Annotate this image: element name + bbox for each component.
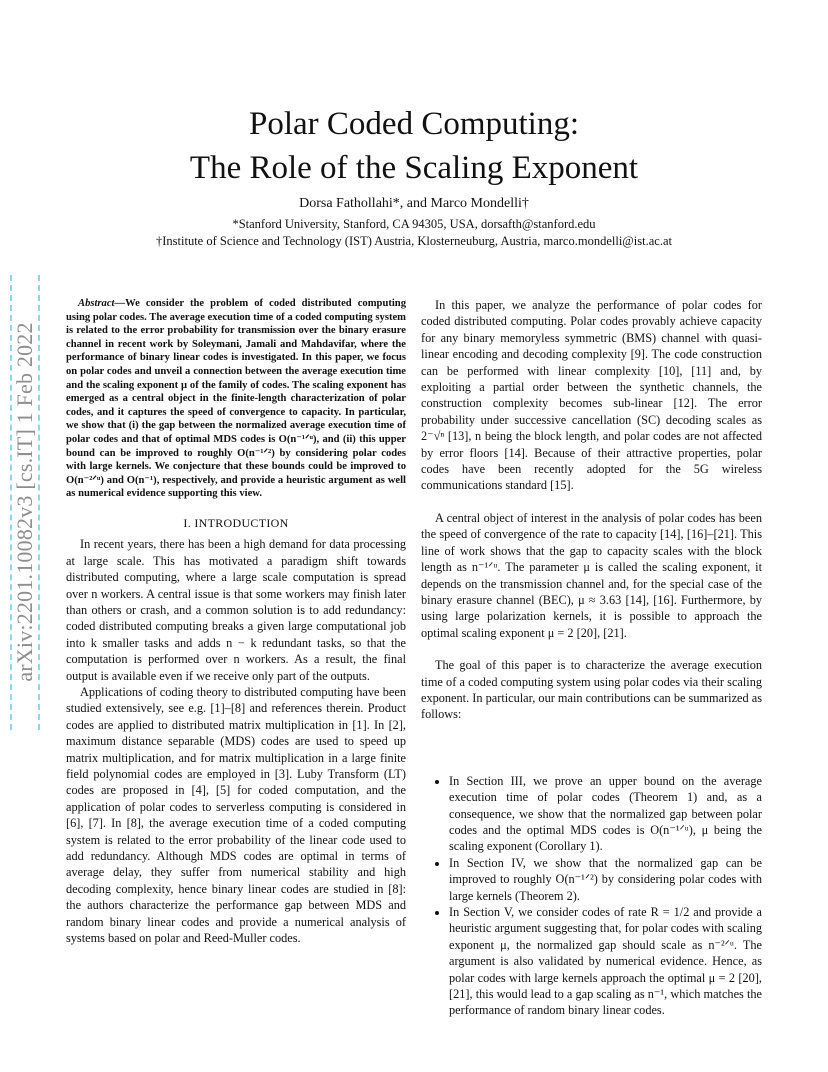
list-item: • In Section III, we prove an upper bound on the average execution time of polar codes (Theorem 1) and, as a consequence, we show that the normalized gap between polar codes and the optimal MDS codes is O(n⁻¹ᐟᵘ), μ being the scaling exponent (Corollary 1). [449,773,762,855]
list-item: • In Section IV, we show that the normalized gap can be improved to roughly O(n⁻¹ᐟ²) by considering polar codes with large kernels (Theorem 2). [449,855,762,904]
affiliation-stanford: *Stanford University, Stanford, CA 94305, USA, dorsafth@stanford.edu [232,217,596,231]
paper-title [0,102,828,190]
authors: Dorsa Fathollahi*, and Marco Mondelli† [299,196,529,211]
right-column [421,297,762,1019]
contributions-list [421,773,762,1019]
abstract-lead: Abstract [78,298,115,309]
section-heading-introduction: I. INTRODUCTION [183,515,289,530]
abstract [66,297,406,501]
intro-paragraph-2: Applications of coding theory to distributed computing have been studied extensively, see e.g. [1]–[8] and references therein. Product codes are applied to distributed matrix multiplication in [1]. In [2], maximum distance separable (MDS) codes are used to speed up matrix multiplication, and for matrix multiplication in a large finite field polynomial codes are employed in [3]. Luby Transform (LT) codes are proposed in [4], [5] for coded computation, and the application of polar codes to serverless computing is considered in [6], [7]. In [8], the average execution time of a coded computing system is related to the error probability of the linear code used to add redundancy. Although MDS codes are optimal in terms of average delay, they suffer from numerical stability and high decoding complexity, hence binary linear codes are studied in [8]: the authors characterize the performance gap between MDS and random binary linear codes and provide a numerical analysis of systems based on polar and Reed-Muller codes. [66,684,406,946]
right-paragraph-3: The goal of this paper is to characterize the average execution time of a coded computing system using polar codes via their scaling exponent. In particular, our main contributions can be summarized as follows: [421,658,762,722]
right-paragraph-1: In this paper, we analyze the performance of polar codes for coded distributed computing. Polar codes provably achieve capacity for any binary memoryless symmetric (BMS) channel with quasi-linear encoding and decoding complexity [9]. The code construction can be performed with linear complexity [10], [11] and, by exploiting a partial order between the synthetic channels, the construction complexity becomes sub-linear [12]. The error probability under successive cancellation (SC) decoding scales as 2⁻√ⁿ [13], n being the block length, and polar codes are not affected by error floors [14]. Because of their attractive properties, polar codes have been recently adopted for the 5G wireless communications standard [15]. [421,298,762,493]
intro-paragraph-1: In recent years, there has been a high demand for data processing at large scale. This has motivated a paradigm shift towards distributed computing, where a large scale computation is spread over n workers. A central issue is that some workers may finish later than others or crash, and a common solution is to add redundancy: coded distributed computing breaks a given large computational job into k smaller tasks and adds n − k redundant tasks, so that the computation is performed over n workers. As a result, the final output is available even if we receive only part of the outputs. [66,537,406,683]
left-column [66,297,406,946]
abstract-text: —We consider the problem of coded distributed computing using polar codes. The average execution time of a coded computing system is related to the error probability for transmission over the binary erasure channel in recent work by Soleymani, Jamali and Mahdavifar, where the performance of binary linear codes is investigated. In this paper, we focus on polar codes and unveil a connection between the average execution time and the scaling exponent μ of the family of codes. The scaling exponent has emerged as a central object in the finite-length characterization of polar codes, and it captures the speed of convergence to capacity. In particular, we show that (i) the gap between the normalized average execution time of polar codes and that of optimal MDS codes is O(n⁻¹ᐟᵘ), and (ii) this upper bound can be improved to roughly O(n⁻¹ᐟ²) by considering polar codes with large kernels. We conjecture that these bounds could be improved to O(n⁻²ᐟᵘ) and O(n⁻¹), respectively, and provide a heuristic argument as well as numerical evidence supporting this view. [66,298,406,500]
title-line-2: The Role of the Scaling Exponent [189,150,639,186]
title-line-1: Polar Coded Computing: [249,106,579,142]
list-item: • In Section V, we consider codes of rate R = 1/2 and provide a heuristic argument suggesting that, for polar codes with scaling exponent μ, the normalized gap should scale as n⁻²ᐟᵘ. The argument is also validated by numerical evidence. Hence, as polar codes with large kernels approach the optimal μ = 2 [20], [21], this would lead to a gap scaling as n⁻¹, which matches the performance of random binary linear codes. [449,904,762,1019]
right-paragraph-2: A central object of interest in the analysis of polar codes has been the speed of convergence of the rate to capacity [14], [16]–[21]. This line of work shows that the gap to capacity scales with the block length as n⁻¹ᐟᵘ. The parameter μ is called the scaling exponent, it depends on the transmission channel and, for the special case of the binary erasure channel (BEC), μ ≈ 3.63 [14], [16]. Furthermore, by using large polarization kernels, it is possible to approach the optimal scaling exponent μ = 2 [20], [21]. [421,510,762,640]
affiliation-ist: †Institute of Science and Technology (IST) Austria, Klosterneuburg, Austria, marco.mondelli@ist.ac.at [156,234,672,248]
arxiv-stamp [10,275,40,730]
arxiv-identifier: arXiv:2201.10082v3 [cs.IT] 1 Feb 2022 [12,322,37,682]
